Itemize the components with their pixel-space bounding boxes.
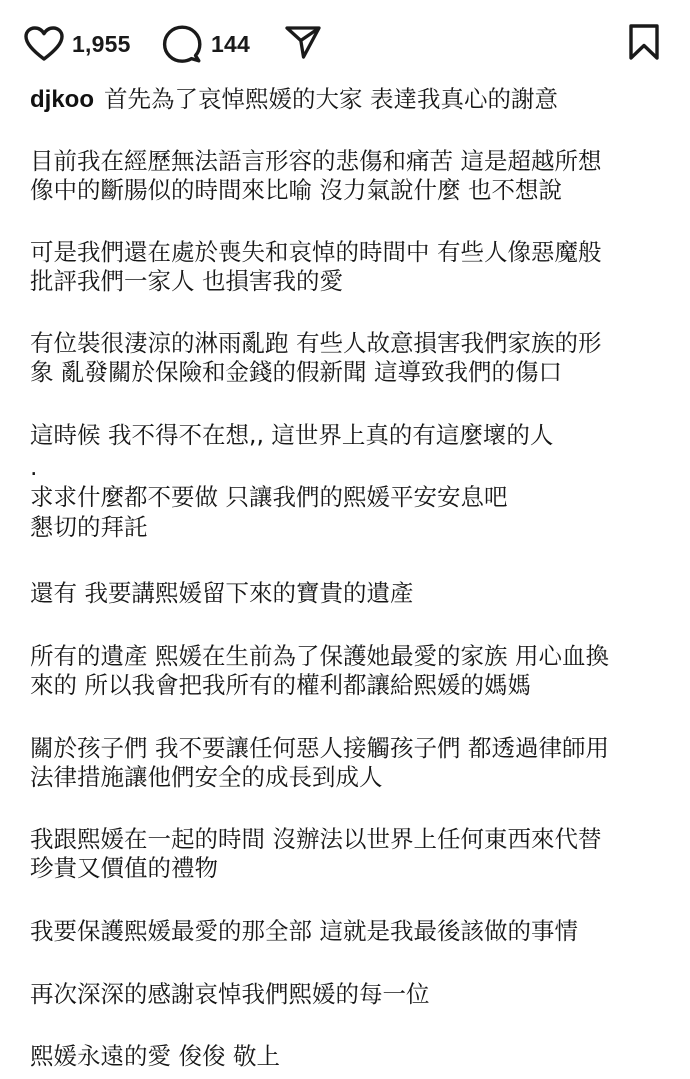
username[interactable]: djkoo [30,86,94,113]
comment-count[interactable]: 144 [211,30,250,57]
caption-line: 有位裝很淒涼的淋雨亂跑 有些人故意損害我們家族的形 [30,329,602,357]
caption-line: 來的 所以我會把我所有的權利都讓給熙媛的媽媽 [30,671,531,699]
like-button[interactable] [24,24,131,64]
caption-line: 我跟熙媛在一起的時間 沒辦法以世界上任何東西來代替 [30,825,602,853]
caption-line: 所有的遺產 熙媛在生前為了保護她最愛的家族 用心血換 [30,642,609,670]
post-action-bar [0,0,690,84]
caption-line: 這時候 我不得不在想,, 這世界上真的有這麼壞的人 [30,421,554,449]
paper-plane-icon[interactable] [284,23,322,61]
caption-line: 像中的斷腸似的時間來比喻 沒力氣說什麼 也不想說 [30,176,562,204]
caption-first-line [30,85,558,114]
comment-button[interactable] [161,24,250,64]
caption-first-line-text: 首先為了哀悼熙媛的大家 表達我真心的謝意 [104,85,558,113]
caption-line: 關於孩子們 我不要讓任何惡人接觸孩子們 都透過律師用 [30,734,609,762]
caption-line: 批評我們一家人 也損害我的愛 [30,267,343,295]
caption-line: 熙媛永遠的愛 俊俊 敬上 [30,1042,280,1070]
caption-line: . [30,453,38,481]
caption-line: 懇切的拜託 [30,513,148,541]
caption-line: 象 亂發關於保險和金錢的假新聞 這導致我們的傷口 [30,358,562,386]
caption-line: 目前我在經歷無法語言形容的悲傷和痛苦 這是超越所想 [30,147,602,175]
caption-line: 我要保護熙媛最愛的那全部 這就是我最後該做的事情 [30,917,578,945]
caption-line: 求求什麼都不要做 只讓我們的熙媛平安安息吧 [30,483,508,511]
caption-line: 再次深深的感謝哀悼我們熙媛的每一位 [30,980,430,1008]
save-button[interactable] [626,22,662,62]
like-count[interactable]: 1,955 [72,30,131,57]
bookmark-icon[interactable] [626,22,662,62]
heart-icon[interactable] [24,26,64,62]
caption-line: 還有 我要講熙媛留下來的寶貴的遺產 [30,579,414,607]
comment-bubble-icon[interactable] [161,24,203,64]
caption-line: 可是我們還在處於喪失和哀悼的時間中 有些人像惡魔般 [30,238,602,266]
caption-line: 法律措施讓他們安全的成長到成人 [30,763,383,791]
caption-line: 珍貴又價值的禮物 [30,854,218,882]
share-button[interactable] [284,22,322,62]
